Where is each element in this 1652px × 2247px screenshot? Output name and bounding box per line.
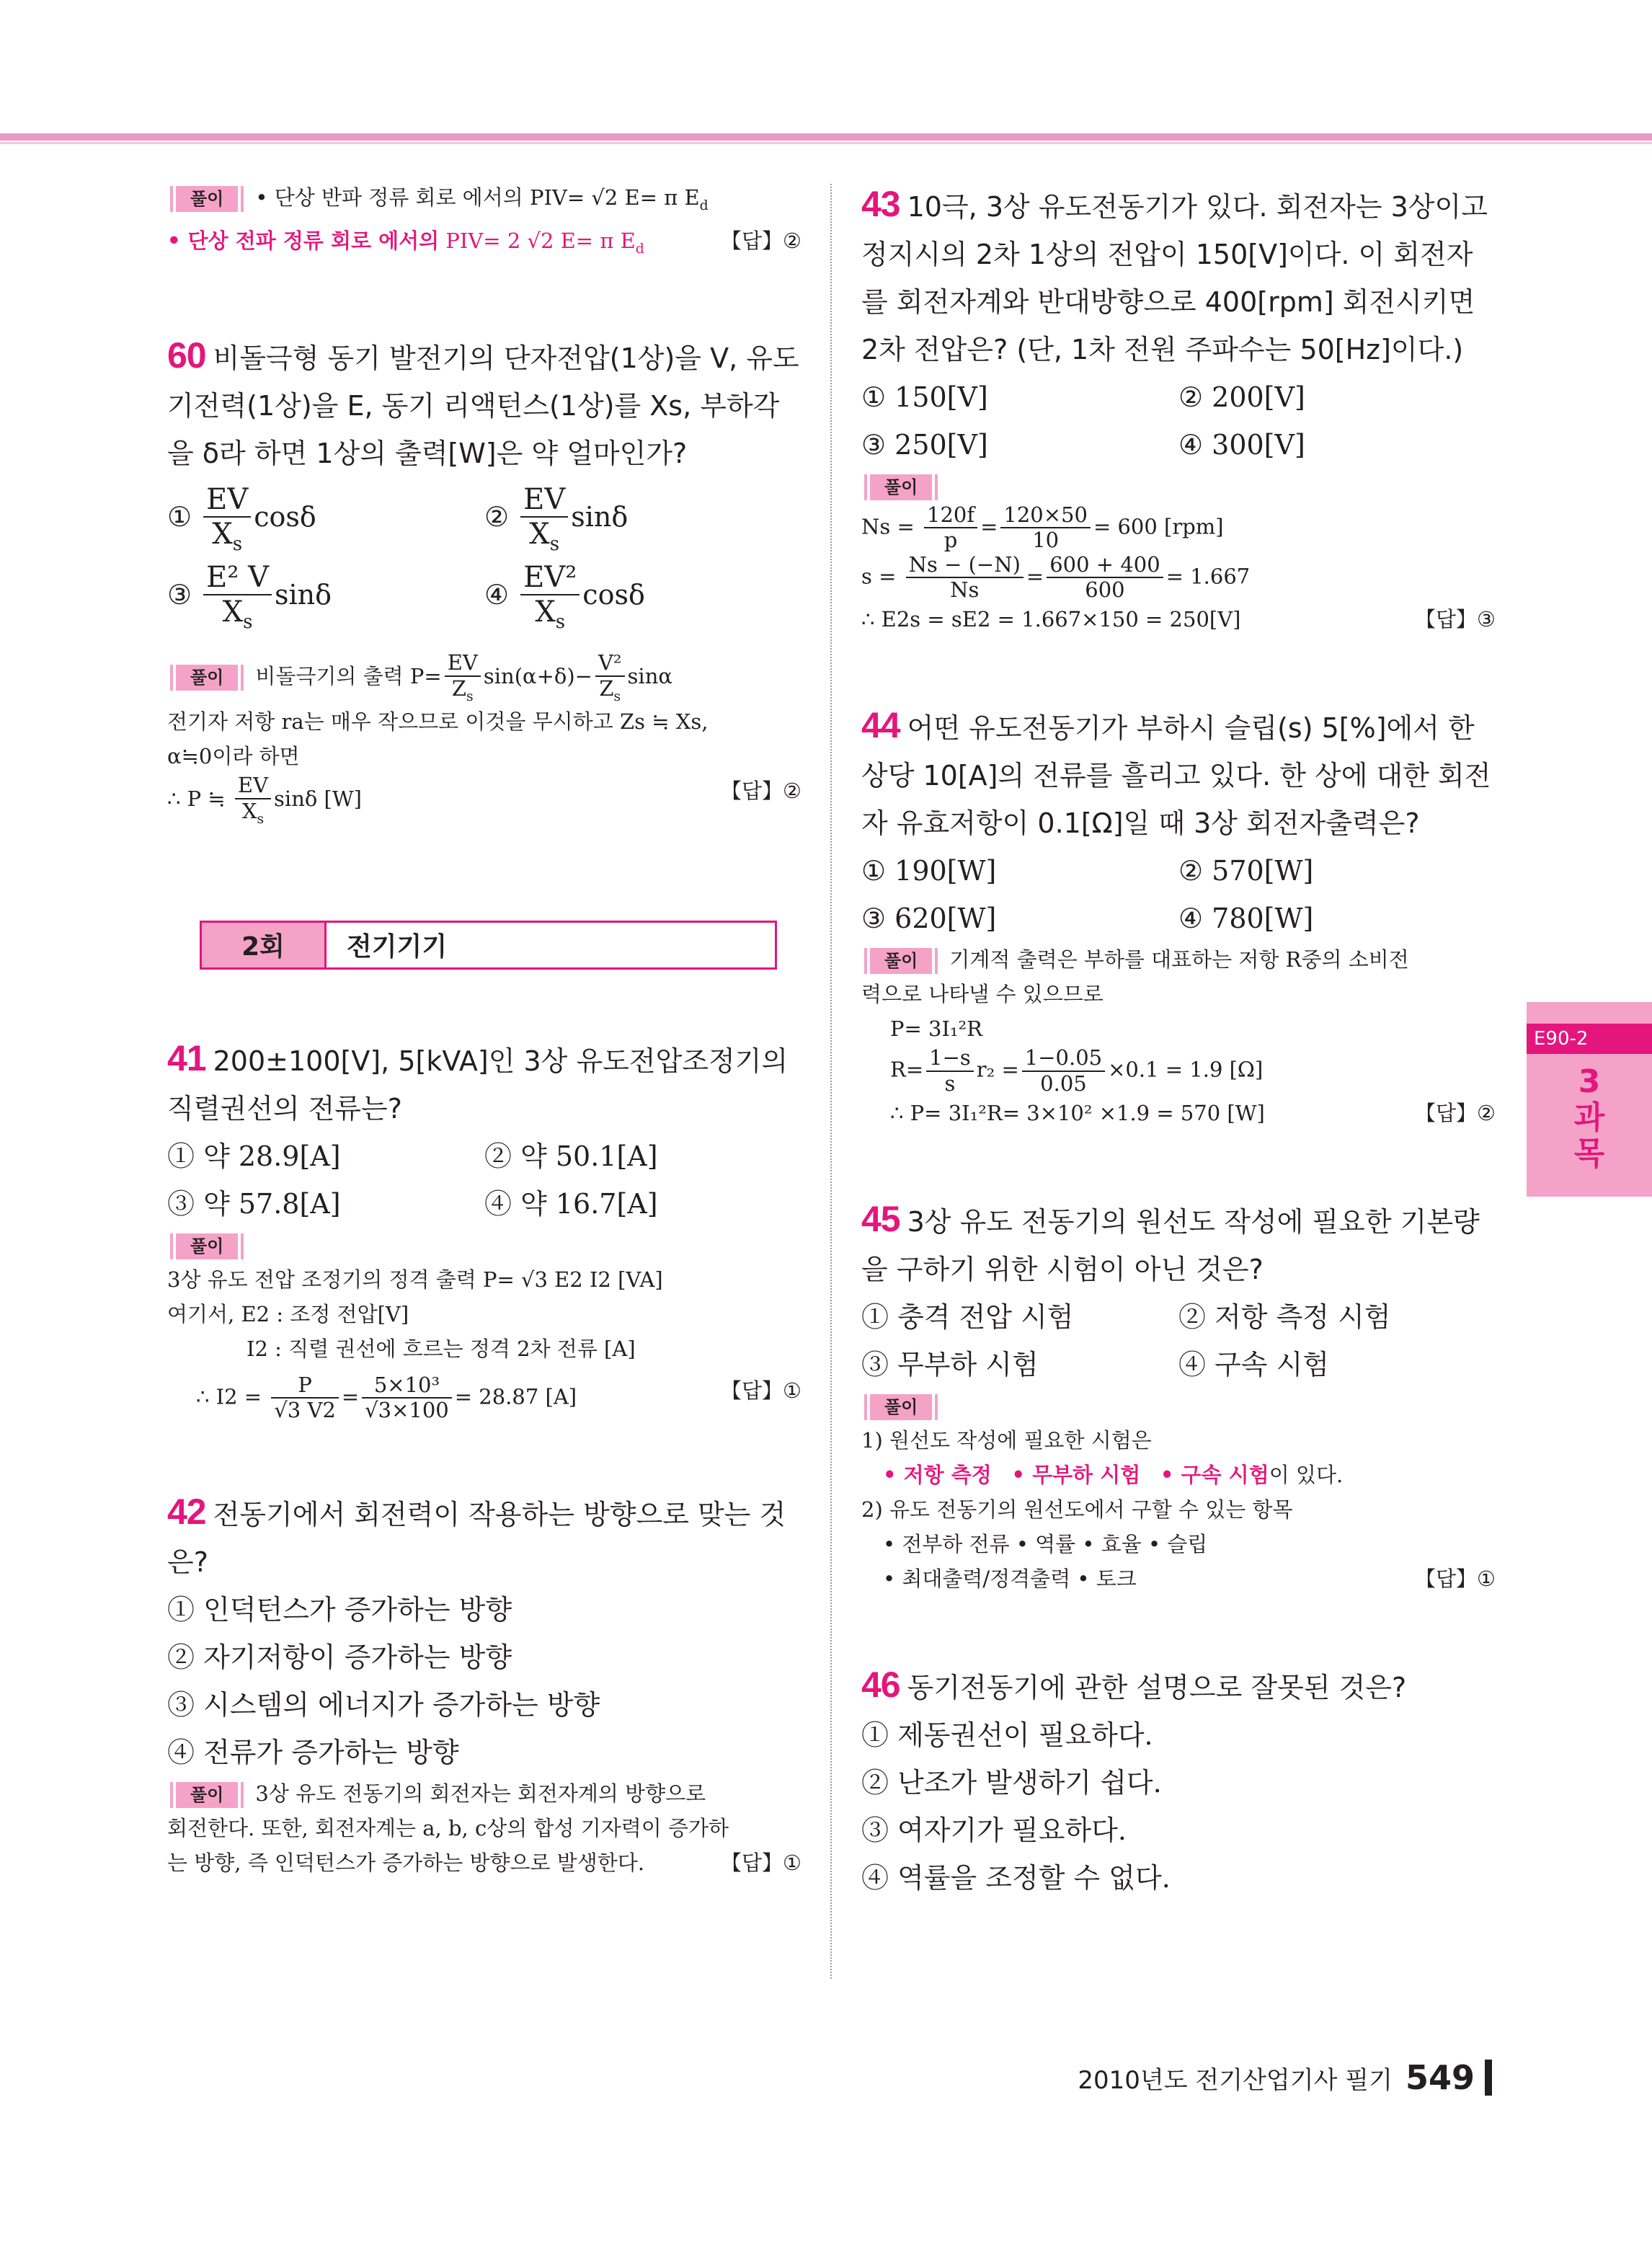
- answer-43: 【답】③: [1414, 607, 1496, 632]
- sol45-line3: 2) 유도 전동기의 원선도에서 구할 수 있는 항목: [861, 1497, 1293, 1523]
- sol45-line1: 1) 원선도 작성에 필요한 시험은: [861, 1428, 1152, 1453]
- sol41-line2: 여기서, E2 : 조정 전압[V]: [167, 1301, 409, 1326]
- question-text: 비돌극형 동기 발전기의 단자전압(1상)을 V, 유도 기전력(1상)을 E, 동기 리액턴스(1상)를 Xs, 부하각을 δ라 하면 1상의 출력[W]은 약 얼마인가?: [167, 342, 799, 469]
- option-2: ② 약 50.1[A]: [484, 1140, 658, 1172]
- question-number: 43: [861, 184, 900, 224]
- question-41: [167, 1034, 801, 1423]
- column-divider: [830, 184, 832, 1979]
- answer-41: 【답】①: [720, 1378, 801, 1403]
- footer-bar: [1485, 2060, 1492, 2096]
- option-1: ① 인덕턴스가 증가하는 방향: [167, 1593, 512, 1626]
- question-number: 46: [861, 1665, 900, 1706]
- option-3: ③ 시스템의 에너지가 증가하는 방향: [167, 1688, 600, 1721]
- option-1: ① $\frac{EV}{X_s}$ cosδ: [167, 482, 316, 555]
- solution-badge: 풀이: [173, 1233, 241, 1259]
- solution-41: 풀이 3상 유도 전압 조정기의 정격 출력 P= √3 E2 I2 [VA] 여기서, E2 : 조정 전압[V] I2 : 직렬 권선에 흐르는 정격 2차 전류 [A] ∴ I2 = $\frac{P}{√3 V2}$ = $\frac{\text{5×10³}}{√3\times 100}$ = 28.87 [A] 【답】①: [167, 1228, 801, 1423]
- option-1: ① 약 28.9[A]: [167, 1140, 341, 1172]
- sol41-line1: 3상 유도 전압 조정기의 정격 출력 P= √3 E2 I2 [VA]: [167, 1267, 663, 1292]
- chapter-label: 3 과 목: [1573, 1063, 1605, 1172]
- question-45: [861, 1195, 1496, 1596]
- option-3: ③ 무부하 시험: [861, 1349, 1039, 1381]
- option-2: ② 저항 측정 시험: [1178, 1301, 1391, 1334]
- option-1: ① 190[W]: [861, 855, 997, 887]
- sol59-line2-math: PIV= 2 √2 E= π E: [445, 228, 636, 253]
- sol41-line3: I2 : 직렬 권선에 흐르는 정격 2차 전류 [A]: [247, 1336, 636, 1361]
- question-60: [167, 332, 801, 827]
- option-4: ④ 역률을 조정할 수 없다.: [861, 1862, 1171, 1894]
- option-4: ④ $\frac{\text{EV²}}{X_s}$ cosδ: [484, 561, 645, 634]
- option-3: ③ $\frac{\text{E² V}}{X_s}$ sinδ: [167, 561, 332, 634]
- option-4: ④ 780[W]: [1178, 903, 1314, 935]
- solution-43: 풀이 Ns = $\frac{120f}{p}$ = $\frac{120\times 50}{10}$ = 600 [rpm] s = $\frac{Ns - (-N)}{Ns}$ = $\frac{600 + 400}{600}$ = 1.667 ∴ E2s = sE2 = 1.667×150 = 250[V] 【답】③: [861, 469, 1496, 637]
- top-rule: [0, 133, 1652, 141]
- answer-42: 【답】①: [720, 1850, 801, 1875]
- option-3: ③ 여자기가 필요하다.: [861, 1814, 1127, 1847]
- solution-45: 풀이 1) 원선도 작성에 필요한 시험은 • 저항 측정 • 무부하 시험 • 구속 시험이 있다. 2) 유도 전동기의 원선도에서 구할 수 있는 항목 • 전부하 전류 • 역률 • 효율 • 슬립 • 최대출력/정격출력 • 토크 【답】①: [861, 1388, 1496, 1596]
- question-number: 44: [861, 705, 900, 746]
- option-2: ② 200[V]: [1178, 381, 1305, 413]
- option-2: ② 자기저항이 증가하는 방향: [167, 1641, 512, 1673]
- question-text: 3상 유도 전동기의 원선도 작성에 필요한 기본량을 구하기 위한 시험이 아닌 것은?: [861, 1206, 1480, 1286]
- question-text: 200±100[V], 5[kVA]인 3상 유도전압조정기의 직렬권선의 전류는?: [167, 1045, 789, 1125]
- question-number: 41: [167, 1037, 206, 1078]
- solution-badge: 풀이: [867, 948, 935, 974]
- option-1: ① 충격 전압 시험: [861, 1301, 1074, 1334]
- left-column: [167, 180, 801, 1880]
- sol59-line2-sub: d: [635, 241, 644, 257]
- right-column: [861, 180, 1496, 1902]
- solution-badge: 풀이: [173, 665, 241, 691]
- sol60-line2: 전기자 저항 ra는 매우 작으므로 이것을 무시하고 Zs ≒ Xs,: [167, 709, 709, 735]
- sol59-line2: • 단상 전파 정류 회로 에서의: [167, 228, 440, 253]
- option-1: ① 제동권선이 필요하다.: [861, 1719, 1153, 1752]
- sol60-line3: α≒0이라 하면: [167, 744, 300, 769]
- option-4: ④ 300[V]: [1178, 429, 1305, 461]
- question-46: [861, 1661, 1496, 1902]
- sol42-line2: 회전한다. 또한, 회전자계는 a, b, c상의 합성 기자력이 증가하: [167, 1815, 729, 1840]
- option-3: ③ 620[W]: [861, 903, 997, 935]
- answer-44: 【답】②: [1414, 1101, 1496, 1126]
- option-2: ② 난조가 발생하기 쉽다.: [861, 1767, 1162, 1799]
- section-header: [200, 921, 777, 970]
- question-number: 42: [167, 1491, 206, 1532]
- sol59-line1: • 단상 반파 정류 회로 에서의 PIV= √2 E= π E: [255, 185, 700, 210]
- question-43: [861, 180, 1496, 637]
- page-footer: [1078, 2058, 1492, 2097]
- solution-badge: 풀이: [867, 474, 935, 500]
- option-2: ② 570[W]: [1178, 855, 1314, 887]
- chapter-side-tab: [1527, 1002, 1652, 1197]
- answer-45: 【답】①: [1414, 1566, 1496, 1592]
- question-number: 60: [167, 334, 206, 376]
- question-text: 어떤 유도전동기가 부하시 슬립(s) 5[%]에서 한 상당 10[A]의 전류를 흘리고 있다. 한 상에 대한 회전자 유효저항이 0.1[Ω]일 때 3상 회전자출력은?: [861, 712, 1491, 840]
- solution-59: [167, 180, 801, 267]
- question-42: [167, 1488, 801, 1880]
- question-text: 10극, 3상 유도전동기가 있다. 회전자는 3상이고 정지시의 2차 1상의 전압이 150[V]이다. 이 회전자를 회전자계와 반대방향으로 400[rpm] 회전시키면 2차 전압은? (단, 1차 전원 주파수는 50[Hz]이다.): [861, 191, 1488, 365]
- option-2: ② $\frac{EV}{X_s}$ sinδ: [484, 482, 629, 555]
- sol44-line3: P= 3I₁²R: [890, 1016, 983, 1042]
- question-text: 동기전동기에 관한 설명으로 잘못된 것은?: [907, 1672, 1407, 1704]
- option-3: ③ 약 57.8[A]: [167, 1187, 341, 1220]
- question-text: 전동기에서 회전력이 작용하는 방향으로 맞는 것은?: [167, 1498, 786, 1578]
- solution-44: 풀이 기계적 출력은 부하를 대표하는 저항 R중의 소비전 력으로 나타낼 수 있으므로 P= 3I₁²R R= $\frac{1-s}{s}$ r₂ = $\frac{1-0.05}{0.05}$ ×0.1 = 1.9 [Ω] ∴ P= 3I₁²R= 3×10² ×1.9 = 570 [W] 【답】②: [861, 942, 1496, 1130]
- solution-badge: 풀이: [867, 1394, 935, 1420]
- section-title: 전기기기: [347, 932, 448, 962]
- top-rule-thin: [0, 142, 1652, 144]
- option-4: ④ 전류가 증가하는 방향: [167, 1736, 459, 1768]
- option-3: ③ 250[V]: [861, 429, 988, 461]
- answer-59: 【답】②: [720, 228, 801, 253]
- chapter-code: E90-2: [1527, 1024, 1652, 1054]
- answer-60: 【답】②: [720, 779, 801, 804]
- option-4: ④ 구속 시험: [1178, 1349, 1329, 1381]
- sol45-line4: • 전부하 전류 • 역률 • 효율 • 슬립: [883, 1532, 1208, 1557]
- question-44: [861, 701, 1496, 1130]
- option-4: ④ 약 16.7[A]: [484, 1187, 658, 1220]
- solution-42: 풀이 3상 유도 전동기의 회전자는 회전자계의 방향으로 회전한다. 또한, 회전자계는 a, b, c상의 합성 기자력이 증가하 는 방향, 즉 인덕턴스가 증가하는 방향으로 발생한다. 【답】①: [167, 1776, 801, 1880]
- option-1: ① 150[V]: [861, 381, 988, 413]
- page-number: 549: [1405, 2058, 1475, 2097]
- solution-badge: 풀이: [173, 186, 241, 212]
- solution-60: 풀이 비돌극기의 출력 P= $\frac{EV}{Z_s}$ sin(α+δ)− $\frac{\text{V²}}{Z_s}$ sinα 전기자 저항 ra는 매우 작으므로 이것을 무시하고 Zs ≒ Xs, α≒0이라 하면 ∴ P ≒ $\frac{EV}{X_s}$ sinδ [W] 【답】②: [167, 650, 801, 827]
- sol59-line1-sub: d: [699, 198, 709, 213]
- sol44-line2: 력으로 나타낼 수 있으므로: [861, 982, 1103, 1007]
- footer-title: 2010년도 전기산업기사 필기: [1078, 2065, 1393, 2095]
- section-number: 2회: [202, 923, 327, 967]
- question-number: 45: [861, 1199, 900, 1240]
- solution-badge: 풀이: [173, 1782, 241, 1808]
